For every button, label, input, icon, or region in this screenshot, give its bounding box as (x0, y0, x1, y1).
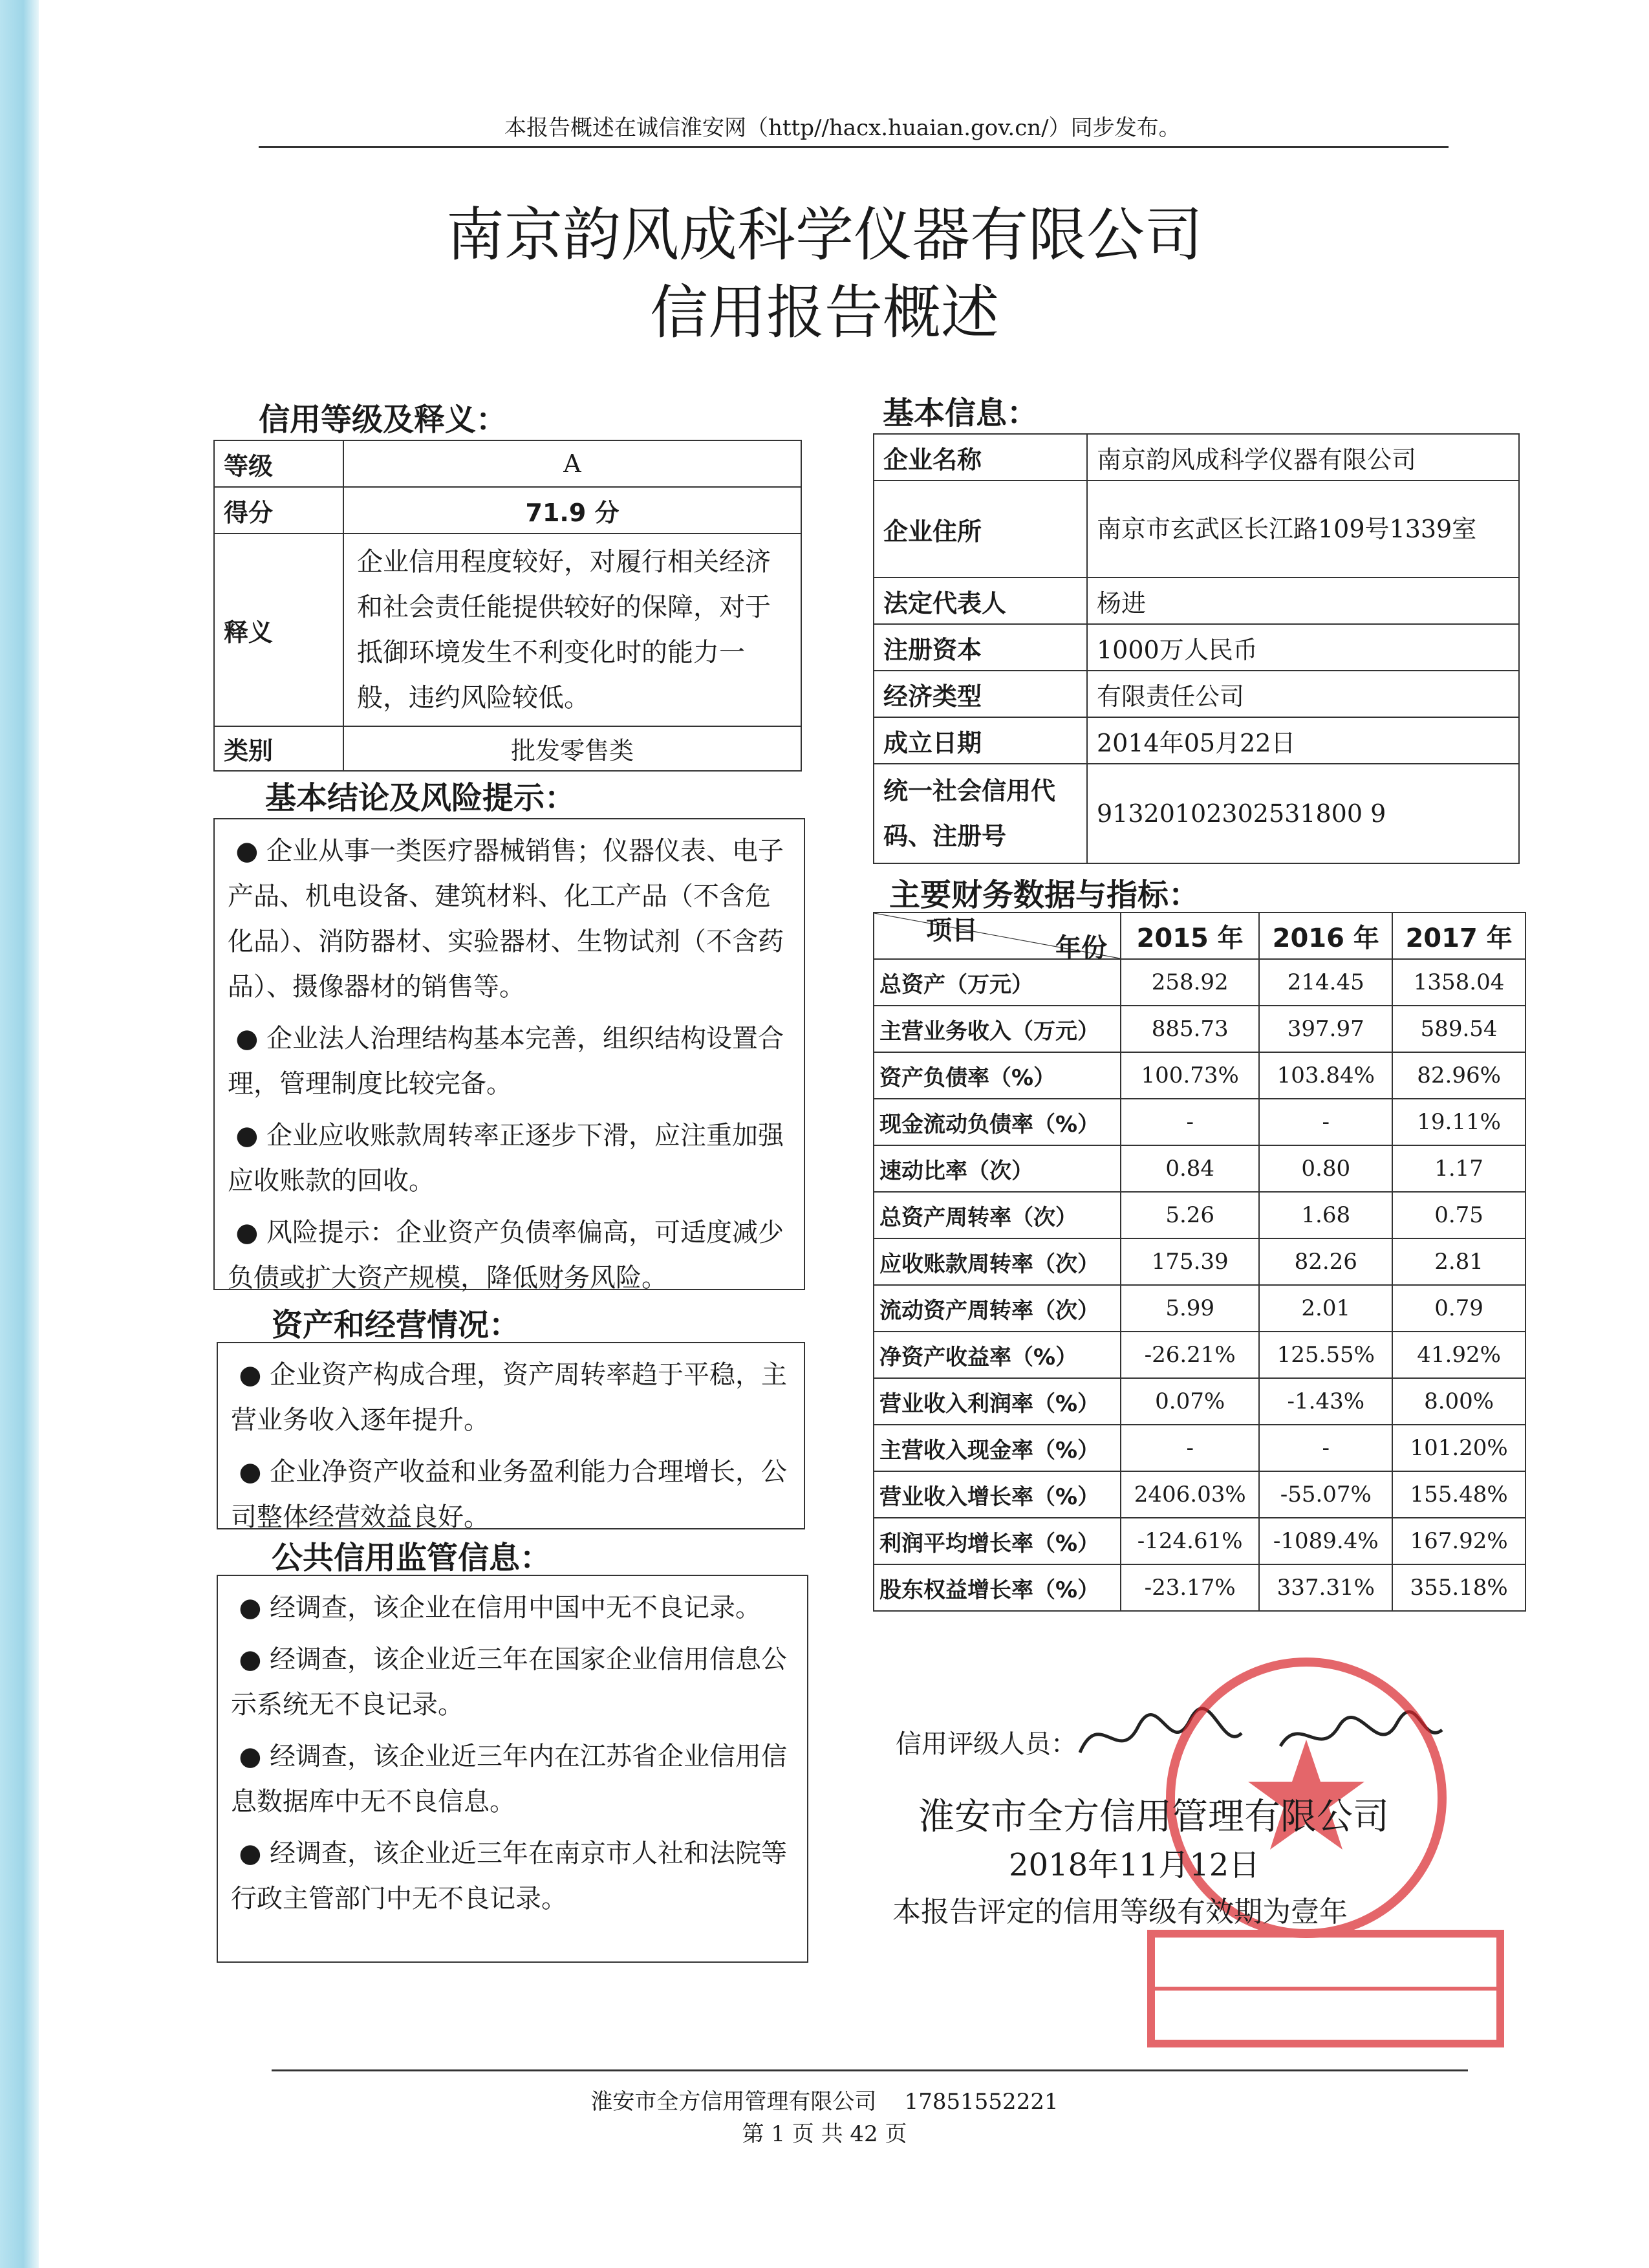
finance-cell: 355.18% (1392, 1564, 1525, 1611)
finance-cell: 8.00% (1392, 1378, 1525, 1425)
finance-row (874, 1564, 1525, 1611)
bullet-icon: ● (239, 1839, 262, 1868)
basic-info-table (873, 433, 1520, 864)
finance-cell: 0.84 (1121, 1145, 1259, 1192)
header-rule (259, 146, 1449, 148)
finance-cell: 175.39 (1121, 1238, 1259, 1285)
assets-heading: 资产和经营情况： (272, 1307, 521, 1343)
conclusion-box (213, 818, 805, 1293)
conclusion-item: ● 风险提示：企业资产负债率偏高，可适度减少负债或扩大资产规模，降低财务风险。 (228, 1210, 791, 1301)
assets-item: ● 企业净资产收益和业务盈利能力合理增长，公司整体经营效益良好。 (231, 1449, 791, 1540)
finance-cell: -23.17% (1121, 1564, 1259, 1611)
finance-row-label: 主营业务收入（万元） (874, 1006, 1121, 1052)
finance-row (874, 1052, 1525, 1099)
finance-cell: 2406.03% (1121, 1471, 1259, 1518)
finance-row (874, 1332, 1525, 1378)
public-item: ● 经调查，该企业近三年在南京市人社和法院等行政主管部门中无不良记录。 (231, 1831, 794, 1921)
bullet-icon: ● (235, 1218, 259, 1247)
company-title: 南京韵风成科学仪器有限公司 (446, 201, 1203, 269)
score-label: 得分 (214, 487, 343, 534)
finance-row-label: 资产负债率（%） (874, 1052, 1121, 1099)
finance-row-label: 速动比率（次） (874, 1145, 1121, 1192)
finance-cell: 337.31% (1259, 1564, 1392, 1611)
finance-cell: 1.68 (1259, 1192, 1392, 1238)
finance-cell: 5.99 (1121, 1285, 1259, 1332)
finance-cell: 155.48% (1392, 1471, 1525, 1518)
footer-contact: 淮安市全方信用管理有限公司 17851552221 (590, 2089, 1059, 2115)
bullet-icon: ● (239, 1742, 262, 1771)
finance-cell: 101.20% (1392, 1425, 1525, 1471)
finance-row (874, 1285, 1525, 1332)
finance-cell: 5.26 (1121, 1192, 1259, 1238)
bullet-icon: ● (239, 1360, 262, 1390)
finance-row (874, 1006, 1525, 1052)
finance-cell: 0.07% (1121, 1378, 1259, 1425)
finance-cell: 1358.04 (1392, 959, 1525, 1006)
finance-cell: - (1121, 1425, 1259, 1471)
finance-cell: 0.80 (1259, 1145, 1392, 1192)
bullet-icon: ● (235, 836, 259, 866)
issue-date: 2018年11月12日 (1009, 1847, 1260, 1883)
basic-label: 企业住所 (874, 481, 1087, 578)
finance-cell: 885.73 (1121, 1006, 1259, 1052)
bullet-icon: ● (239, 1645, 262, 1674)
report-title: 信用报告概述 (650, 279, 999, 347)
finance-table (873, 912, 1526, 1612)
finance-row-label: 应收账款周转率（次） (874, 1238, 1121, 1285)
bullet-icon: ● (239, 1593, 262, 1623)
finance-row (874, 1518, 1525, 1564)
finance-cell: 82.96% (1392, 1052, 1525, 1099)
finance-row (874, 959, 1525, 1006)
finance-cell: 1.17 (1392, 1145, 1525, 1192)
finance-cell: -1089.4% (1259, 1518, 1392, 1564)
finance-cell: -55.07% (1259, 1471, 1392, 1518)
finance-cell: 19.11% (1392, 1099, 1525, 1145)
grade-label: 等级 (214, 440, 343, 487)
basic-value: 2014年05月22日 (1087, 717, 1519, 764)
finance-row-label: 利润平均增长率（%） (874, 1518, 1121, 1564)
finance-row-label: 流动资产周转率（次） (874, 1285, 1121, 1332)
validity-note: 本报告评定的信用等级有效期为壹年 (892, 1895, 1348, 1928)
finance-cell: 103.84% (1259, 1052, 1392, 1099)
issuer-org: 淮安市全方信用管理有限公司 (918, 1796, 1389, 1838)
finance-row-label: 总资产（万元） (874, 959, 1121, 1006)
meaning-label: 释义 (214, 534, 343, 726)
corner-year-label: 年份 (1055, 933, 1107, 963)
public-item: ● 经调查，该企业近三年内在江苏省企业信用信息数据库中无不良信息。 (231, 1734, 794, 1824)
finance-row (874, 1425, 1525, 1471)
basic-label: 经济类型 (874, 671, 1087, 717)
bullet-icon: ● (239, 1457, 262, 1487)
basic-value: 杨进 (1087, 578, 1519, 624)
public-heading: 公共信用监管信息： (272, 1540, 552, 1576)
bullet-icon: ● (235, 1121, 259, 1150)
basic-value: 有限责任公司 (1087, 671, 1519, 717)
basic-value: 南京市玄武区长江路109号1339室 (1087, 481, 1519, 578)
basic-value: 1000万人民币 (1087, 624, 1519, 671)
finance-heading: 主要财务数据与指标： (889, 877, 1200, 913)
finance-row-label: 主营收入现金率（%） (874, 1425, 1121, 1471)
finance-cell: -1.43% (1259, 1378, 1392, 1425)
conclusion-item: ● 企业从事一类医疗器械销售；仪器仪表、电子产品、机电设备、建筑材料、化工产品（不含危化品）、消防器材、实验器材、生物试剂（不含药品）、摄像器材的销售等。 (228, 828, 791, 1010)
public-box (217, 1575, 808, 1963)
bullet-icon: ● (235, 1024, 259, 1053)
finance-row-label: 股东权益增长率（%） (874, 1564, 1121, 1611)
finance-cell: - (1121, 1099, 1259, 1145)
finance-row-label: 净资产收益率（%） (874, 1332, 1121, 1378)
basic-label: 企业名称 (874, 434, 1087, 481)
publish-note: 本报告概述在诚信淮安网（http//hacx.huaian.gov.cn/）同步发布。 (504, 115, 1181, 141)
basic-value: 南京韵风成科学仪器有限公司 (1087, 434, 1519, 481)
public-item: ● 经调查，该企业近三年在国家企业信用信息公示系统无不良记录。 (231, 1637, 794, 1727)
finance-row-label: 现金流动负债率（%） (874, 1099, 1121, 1145)
finance-cell: 2.01 (1259, 1285, 1392, 1332)
basic-label: 成立日期 (874, 717, 1087, 764)
finance-cell: 2.81 (1392, 1238, 1525, 1285)
finance-cell: 100.73% (1121, 1052, 1259, 1099)
score-value: 71.9 分 (343, 487, 801, 534)
finance-cell: 82.26 (1259, 1238, 1392, 1285)
category-value: 批发零售类 (343, 726, 801, 771)
rater-label: 信用评级人员： (896, 1729, 1077, 1759)
finance-row (874, 1099, 1525, 1145)
finance-cell: 125.55% (1259, 1332, 1392, 1378)
finance-cell: 214.45 (1259, 959, 1392, 1006)
assets-box (217, 1342, 805, 1532)
basic-label: 注册资本 (874, 624, 1087, 671)
finance-corner-cell (874, 913, 1121, 963)
finance-cell: 589.54 (1392, 1006, 1525, 1052)
finance-row-label: 营业收入增长率（%） (874, 1471, 1121, 1518)
year-header: 2016 年 (1259, 913, 1392, 959)
corner-item-label: 项目 (926, 916, 978, 945)
year-header: 2017 年 (1392, 913, 1525, 959)
page-number: 第 1 页 共 42 页 (742, 2121, 907, 2147)
year-header: 2015 年 (1121, 913, 1259, 959)
rating-heading: 信用等级及释义： (259, 402, 508, 438)
finance-cell: - (1259, 1099, 1392, 1145)
finance-row (874, 1378, 1525, 1425)
conclusion-heading: 基本结论及风险提示： (265, 780, 576, 816)
public-item: ● 经调查，该企业在信用中国中无不良记录。 (231, 1585, 794, 1630)
basic-label: 法定代表人 (874, 578, 1087, 624)
finance-row (874, 1471, 1525, 1518)
rating-table (213, 440, 802, 772)
finance-cell: 0.79 (1392, 1285, 1525, 1332)
finance-cell: - (1259, 1425, 1392, 1471)
finance-cell: -26.21% (1121, 1332, 1259, 1378)
finance-cell: -124.61% (1121, 1518, 1259, 1564)
finance-row-label: 营业收入利润率（%） (874, 1378, 1121, 1425)
basic-value: 91320102302531800 9 (1087, 764, 1519, 863)
conclusion-item: ● 企业法人治理结构基本完善，组织结构设置合理，管理制度比较完备。 (228, 1016, 791, 1107)
finance-cell: 397.97 (1259, 1006, 1392, 1052)
finance-row (874, 1192, 1525, 1238)
conclusion-item: ● 企业应收账款周转率正逐步下滑，应注重加强应收账款的回收。 (228, 1113, 791, 1204)
finance-row (874, 1145, 1525, 1192)
footer-rule (272, 2069, 1468, 2071)
finance-row (874, 1238, 1525, 1285)
category-label: 类别 (214, 726, 343, 771)
finance-cell: 0.75 (1392, 1192, 1525, 1238)
assets-item: ● 企业资产构成合理，资产周转率趋于平稳，主营业务收入逐年提升。 (231, 1352, 791, 1443)
grade-value: A (343, 440, 801, 487)
finance-row-label: 总资产周转率（次） (874, 1192, 1121, 1238)
finance-cell: 167.92% (1392, 1518, 1525, 1564)
basic-heading: 基本信息： (883, 395, 1039, 431)
finance-cell: 41.92% (1392, 1332, 1525, 1378)
finance-cell: 258.92 (1121, 959, 1259, 1006)
meaning-value: 企业信用程度较好，对履行相关经济和社会责任能提供较好的保障，对于抵御环境发生不利变化时的能力一般，违约风险较低。 (343, 534, 801, 726)
basic-label: 统一社会信用代码、注册号 (874, 764, 1087, 863)
